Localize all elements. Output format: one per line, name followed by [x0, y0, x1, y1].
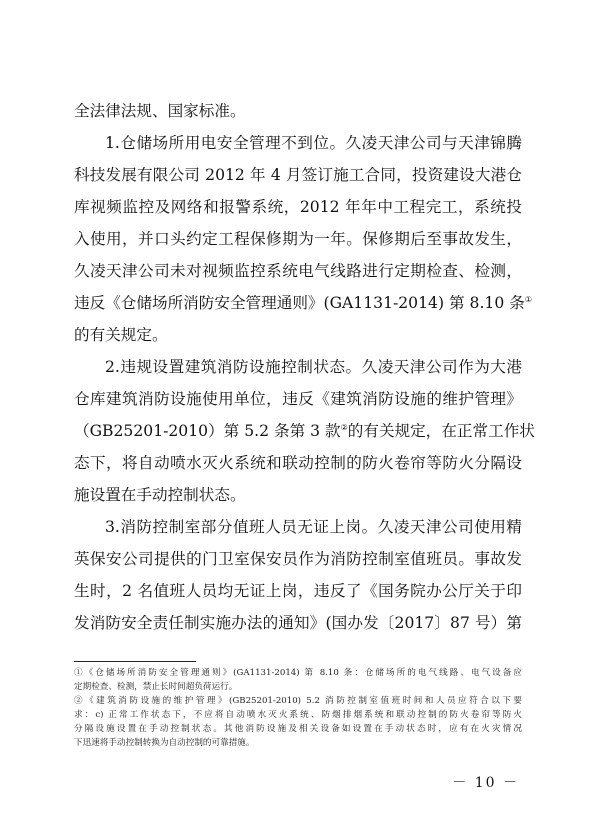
text-line: 久凌天津公司未对视频监控系统电气线路进行定期检查、检测，	[74, 262, 522, 280]
text-span: （GB25201-2010）第 5.2 条第 3 款	[74, 422, 341, 440]
text-line: 态下，将自动喷水灭火系统和联动控制的防火卷帘等防火分隔设	[74, 454, 522, 472]
footnote-2-line: ②《建筑消防设施的维护管理》(GB25201-2010) 5.2 消防控制室值班时间和人员应符合以下要	[74, 696, 522, 706]
paragraph-1	[74, 127, 532, 351]
text-line: 施设置在手动控制状态。	[74, 486, 246, 504]
text-line: 的有关规定。	[74, 326, 168, 344]
text-line: 仓库建筑消防设施使用单位，违反《建筑消防设施的维护管理》	[74, 390, 522, 408]
text-line: 科技发展有限公司 2012 年 4 月签订施工合同，投资建设大港仓	[74, 166, 522, 184]
footnote-1-line: 定期检查、检测，禁止长时间超负荷运行。	[74, 682, 238, 692]
footnote-2-line: 分隔设施设置在手动控制状态。其他消防设施及相关设备如设置在手动状态时，应有在火灾情况	[74, 724, 522, 734]
text-line: 英保安公司提供的门卫室保安员作为消防控制室值班员。事故发	[74, 550, 522, 568]
text-span: 违反《仓储场所消防安全管理通则》(GA1131-2014) 第 8.10 条	[74, 294, 525, 312]
text-line: 3.消防控制室部分值班人员无证上岗。久凌天津公司使用精	[105, 518, 522, 536]
text-line: 1.仓储场所用电安全管理不到位。久凌天津公司与天津锦腾	[105, 134, 522, 152]
paragraph-2	[74, 351, 535, 511]
text-line	[74, 415, 535, 447]
body-text	[74, 95, 535, 639]
text-line: 入使用，并口头约定工程保修期为一年。保修期后至事故发生，	[74, 230, 522, 248]
footnote-1-line: ①《仓储场所消防安全管理通则》(GA1131-2014) 第 8.10 条：仓储场所的电气线路、电气设备应	[74, 668, 522, 678]
footnote-2-line: 求：c) 正常工作状态下，不应将自动喷水灭火系统、防烟排烟系统和联动控制的防火卷帘等防火	[74, 710, 522, 720]
footnote-ref-1: ①	[524, 295, 532, 304]
text-line	[74, 287, 532, 319]
text-span: 的有关规定，在正常工作状	[347, 422, 535, 440]
text-line: 全法律法规、国家标准。	[74, 102, 246, 120]
text-line: 库视频监控及网络和报警系统，2012 年年中工程完工，系统投	[74, 198, 522, 216]
footnote-separator	[74, 661, 196, 662]
footnote-ref-2: ②	[340, 423, 348, 432]
footnotes	[74, 666, 522, 750]
text-line: 生时，2 名值班人员均无证上岗，违反了《国务院办公厅关于印	[74, 582, 522, 600]
text-line: 发消防安全责任制实施办法的通知》(国办发〔2017〕87 号）第	[74, 614, 522, 632]
paragraph-3	[74, 511, 522, 639]
text-line: 2.违规设置建筑消防设施控制状态。久凌天津公司作为大港	[105, 358, 522, 376]
footnote-2-line: 下迅速将手动控制转换为自动控制的可靠措施。	[74, 738, 255, 748]
page-number: － 10 －	[452, 775, 519, 791]
